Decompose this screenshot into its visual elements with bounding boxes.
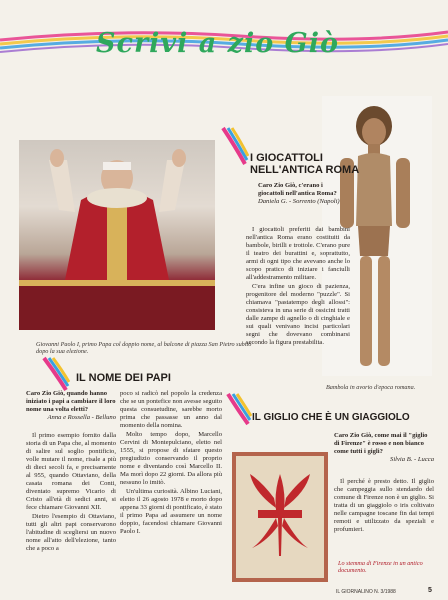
popes-question: Caro Zio Giò, quando hanno iniziato i papi a cambiare il loro nome una volta eletti? bbox=[26, 390, 116, 413]
toys-title-line1: I GIOCATTOLI bbox=[250, 152, 323, 164]
toys-question-block bbox=[258, 182, 350, 206]
lily-question-block bbox=[334, 432, 434, 464]
toys-answer-paragraph: C'era infine un gioco di pazienza, progenitore del moderno "puzzle". Si chiamava "pastatempo degli allossi": consisteva in una serie di ossicini tratti dalle zampe di agnello o di cinghiale e sui quali venivano incisi particolari segni che dovevano combinarsi secondo la figura prestabilita. bbox=[246, 283, 350, 346]
toys-answer-paragraph: I giocattoli preferiti dai bambini nell'antica Roma erano costituiti da bambole, birilli e trottole. C'erano pure il teatro dei burattini e, soprattutto, armi di ogni tipo che avevano anche lo scopo pratico di iniziare i fanciulli all'addestramento militare. bbox=[246, 226, 350, 281]
popes-answer-col2 bbox=[120, 390, 222, 537]
popes-signature: Anna e Rossella - Belluno bbox=[47, 414, 116, 421]
pope-illustration bbox=[19, 140, 215, 330]
popes-answer-paragraph: Un'ultima curiosità. Albino Luciani, eletto il 26 agosto 1978 e morto dopo appena 33 giorni di pontificato, è stato il primo Papa ad assumere un nome doppio, facendosi chiamare Giovanni Paolo I. bbox=[120, 488, 222, 535]
page-title: Scrivi a zio Giò bbox=[96, 28, 339, 59]
lily-caption: Lo stemma di Firenze in un antico documento. bbox=[338, 560, 423, 575]
rainbow-brush-icon bbox=[226, 392, 252, 428]
pope-caption: Giovanni Paolo I, primo Papa col doppio nome, al balcone di piazza San Pietro subito dopo la sua elezione. bbox=[36, 341, 252, 356]
popes-title: IL NOME DEI PAPI bbox=[76, 372, 171, 384]
toys-title-line2: NELL'ANTICA ROMA bbox=[250, 164, 360, 176]
pope-photo bbox=[19, 140, 215, 330]
rainbow-brush-icon bbox=[221, 126, 249, 168]
lily-signature: Silvia B. - Lucca bbox=[390, 456, 434, 463]
toys-answer bbox=[246, 226, 350, 348]
lily-photo bbox=[232, 452, 328, 582]
florence-lily-illustration bbox=[232, 452, 328, 582]
lily-title: IL GIGLIO CHE È UN GIAGGIOLO bbox=[252, 412, 410, 423]
popes-question-block bbox=[26, 390, 116, 422]
lily-answer-paragraph: Il perché è presto detto. Il giglio che campeggia sullo stendardo del comune di Firenze non è un giglio. Si tratta di un giaggiolo o iris coltivato nelle campagne toscane fin dai tempi remoti e utilizzato da speziali e profumieri. bbox=[334, 478, 434, 533]
popes-answer-paragraph: Il primo esempio fornito dalla storia di un Papa che, al momento di salire sul soglio pontificio, volle mutare il nome, risale a più di dieci secoli fa, e precisamente al 955, quando Ottaviano, della casata romana dei Conti, diventato supremo Vicario di Cristo all'età di sedici anni, si fece chiamare Giovanni XII. bbox=[26, 432, 116, 511]
popes-answer-col1 bbox=[26, 432, 116, 554]
magazine-footer: IL GIORNALINO N. 3/1988 bbox=[336, 589, 396, 595]
statue-caption: Bambola in avorio d'epoca romana. bbox=[326, 384, 416, 391]
popes-answer-paragraph: Dietro l'esempio di Ottaviano, tutti gli altri papi conservarono l'abitudine di scegliersi un nuovo nome all'atto dell'elezione, tanto che a poco a bbox=[26, 513, 116, 552]
popes-answer-paragraph: Molto tempo dopo, Marcello Cervini di Montepulciano, eletto nel 1555, si propose di sfatare questo pregiudizio conservando il proprio nome e diventando così Marcello II. Ma morì dopo 22 giorni. Da allora più nessuno lo imitò. bbox=[120, 431, 222, 486]
header-banner bbox=[0, 14, 448, 64]
lily-question: Caro Zio Giò, come mai il "giglio di Firenze" è rosso e non bianco come tutti i gigli? bbox=[334, 432, 428, 455]
toys-title bbox=[250, 152, 359, 176]
rainbow-brush-icon bbox=[42, 356, 70, 394]
page-number: 5 bbox=[428, 587, 432, 594]
lily-answer bbox=[334, 478, 434, 535]
popes-answer-paragraph: poco si radicò nel popolo la credenza che se un pontefice non avesse seguito questa consuetudine, sarebbe morto prima che passasse un anno dal momento della nomina. bbox=[120, 390, 222, 429]
toys-question: Caro Zio Giò, c'erano i giocattoli nell'antica Roma? bbox=[258, 182, 337, 197]
toys-signature: Daniela G. - Sorrento (Napoli) bbox=[258, 198, 340, 205]
